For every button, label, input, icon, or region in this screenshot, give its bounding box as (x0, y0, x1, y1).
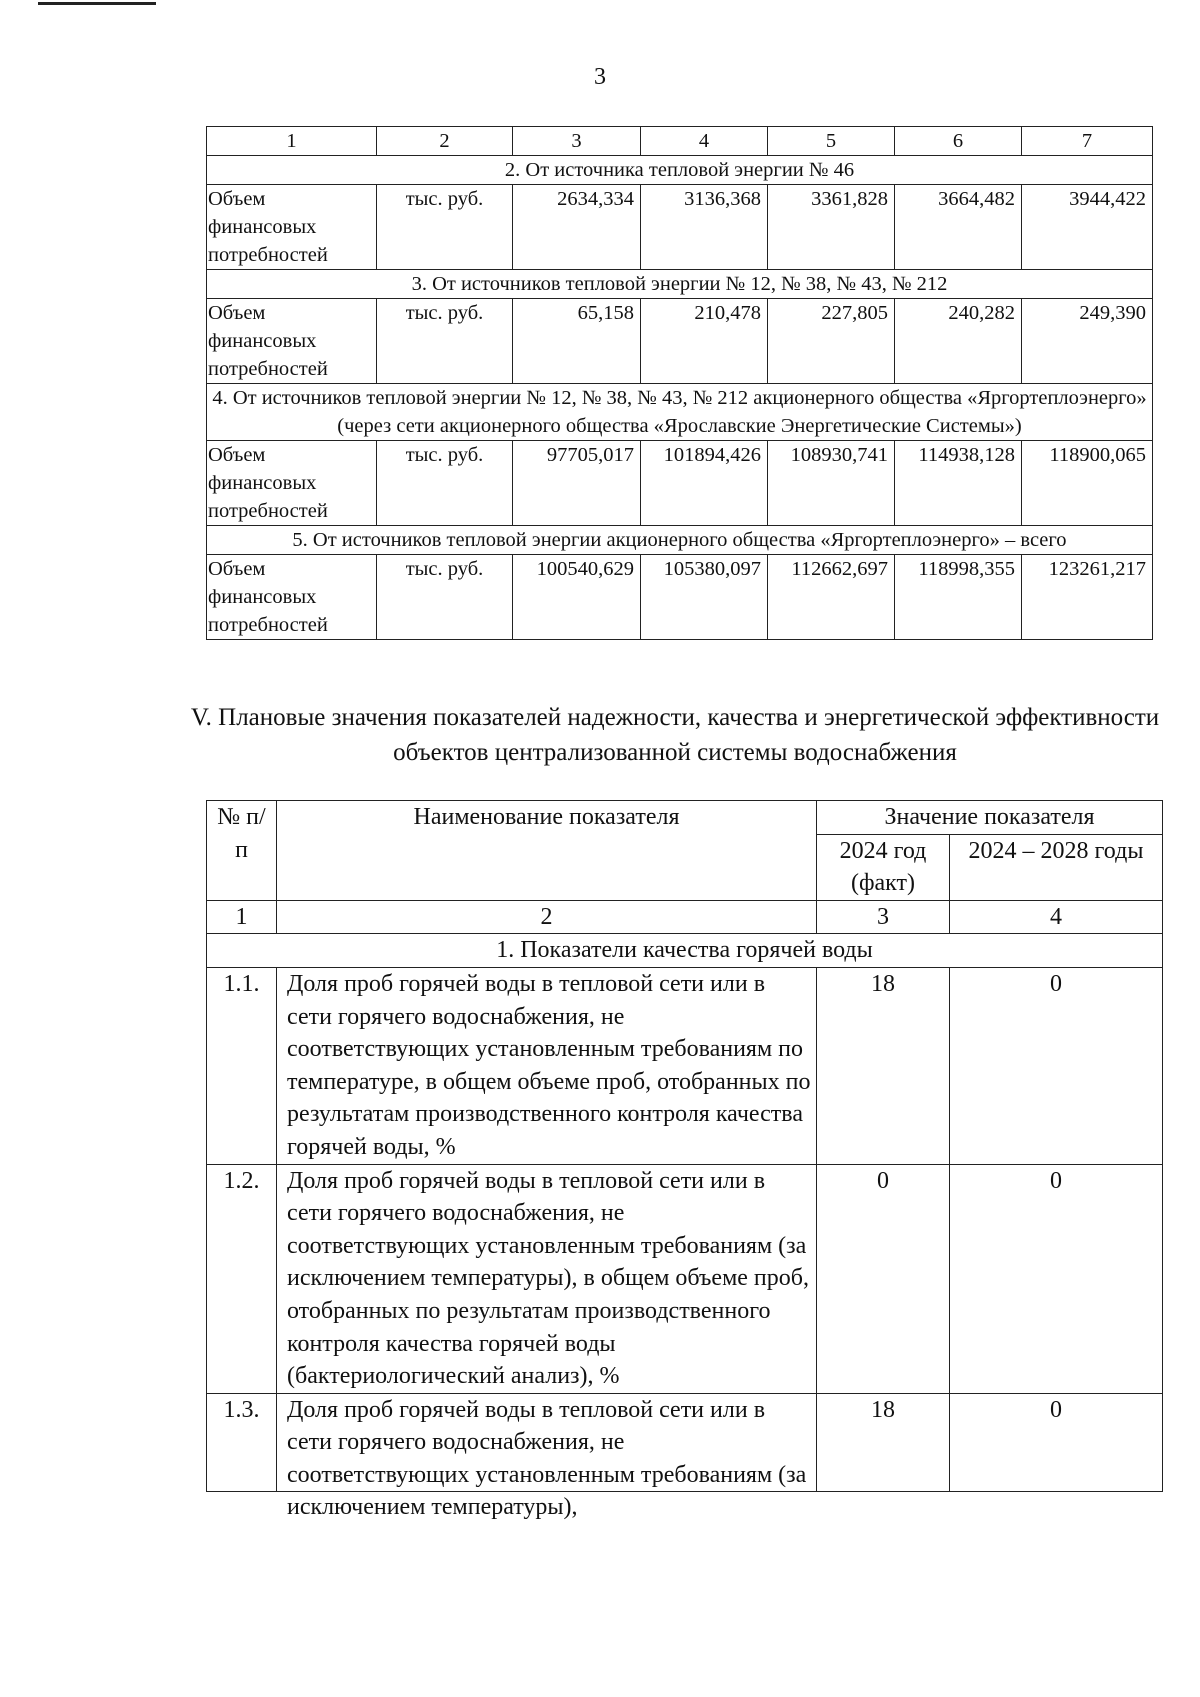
value-cell: 249,390 (1022, 299, 1153, 384)
value-cell: 118998,355 (895, 555, 1022, 640)
fact-value: 0 (817, 1164, 950, 1393)
unit-cell: тыс. руб. (377, 185, 513, 270)
plan-value: 0 (950, 1164, 1163, 1393)
unit-cell: тыс. руб. (377, 555, 513, 640)
col-number: 4 (641, 127, 768, 156)
table-row (207, 441, 1153, 526)
table-row (207, 555, 1153, 640)
column-number-row (207, 127, 1153, 156)
col-number: 6 (895, 127, 1022, 156)
section-title-row (207, 156, 1153, 185)
value-cell: 3136,368 (641, 185, 768, 270)
value-cell: 3664,482 (895, 185, 1022, 270)
col-number: 3 (817, 900, 950, 934)
col-number: 1 (207, 900, 277, 934)
row-label: Объем финансовых потребностей (207, 185, 377, 270)
header-plan: 2024 – 2028 годы (950, 834, 1163, 900)
header-name: Наименование показателя (277, 801, 817, 901)
row-number: 1.3. (207, 1393, 277, 1491)
value-cell: 227,805 (768, 299, 895, 384)
value-cell: 112662,697 (768, 555, 895, 640)
value-cell: 3944,422 (1022, 185, 1153, 270)
value-cell: 2634,334 (513, 185, 641, 270)
fact-value: 18 (817, 1393, 950, 1491)
section-title: 2. От источника тепловой энергии № 46 (207, 156, 1153, 185)
value-cell: 240,282 (895, 299, 1022, 384)
row-label: Объем финансовых потребностей (207, 299, 377, 384)
value-cell: 100540,629 (513, 555, 641, 640)
table-row (207, 299, 1153, 384)
value-cell: 101894,426 (641, 441, 768, 526)
indicators-table (206, 800, 1163, 1521)
table-row (207, 1164, 1163, 1393)
column-number-row (207, 900, 1163, 934)
col-number: 4 (950, 900, 1163, 934)
section-title: 3. От источников тепловой энергии № 12, № 38, № 43, № 212 (207, 270, 1153, 299)
table-row (207, 967, 1163, 1164)
header-fact: 2024 год (факт) (817, 834, 950, 900)
value-cell: 108930,741 (768, 441, 895, 526)
indicator-name: Доля проб горячей воды в тепловой сети или в сети горячего водоснабжения, не соответствующих установленным требованиям по температуре, в общем объеме проб, отобранных по результатам производственного контроля качества горячей воды, % (277, 967, 817, 1164)
row-label: Объем финансовых потребностей (207, 555, 377, 640)
fact-value: 18 (817, 967, 950, 1164)
value-cell: 123261,217 (1022, 555, 1153, 640)
header-row (207, 801, 1163, 835)
col-number: 2 (277, 900, 817, 934)
value-cell: 65,158 (513, 299, 641, 384)
unit-cell: тыс. руб. (377, 441, 513, 526)
plan-value: 0 (950, 967, 1163, 1164)
section-title-row (207, 270, 1153, 299)
value-cell: 210,478 (641, 299, 768, 384)
row-label: Объем финансовых потребностей (207, 441, 377, 526)
table-row (207, 185, 1153, 270)
header-value: Значение показателя (817, 801, 1163, 835)
header-num: № п/п (207, 801, 277, 901)
unit-cell: тыс. руб. (377, 299, 513, 384)
section-title-row (207, 384, 1153, 441)
col-number: 3 (513, 127, 641, 156)
page-number: 3 (594, 64, 606, 90)
indicator-name: Доля проб горячей воды в тепловой сети или в сети горячего водоснабжения, не соответствующих установленным требованиям (за исключением температуры), в общем объеме проб, отобранных по результатам производственного контроля качества горячей воды (бактериологический анализ), % (277, 1164, 817, 1393)
row-number: 1.2. (207, 1164, 277, 1393)
value-cell: 97705,017 (513, 441, 641, 526)
value-cell: 105380,097 (641, 555, 768, 640)
indicator-name (277, 1393, 817, 1521)
section-title: 5. От источников тепловой энергии акционерного общества «Яргортеплоэнерго» – всего (207, 526, 1153, 555)
indicator-name-text: Доля проб горячей воды в тепловой сети или в сети горячего водоснабжения, не соответствующих установленным требованиям (за исключением температуры), (287, 1396, 807, 1521)
col-number: 1 (207, 127, 377, 156)
section-title: 1. Показатели качества горячей воды (207, 934, 1163, 968)
section-title-row (207, 934, 1163, 968)
financial-needs-table (206, 126, 1153, 640)
value-cell: 114938,128 (895, 441, 1022, 526)
value-cell: 3361,828 (768, 185, 895, 270)
row-number: 1.1. (207, 967, 277, 1164)
section-title: 4. От источников тепловой энергии № 12, № 38, № 43, № 212 акционерного общества «Яргортеплоэнерго» (через сети акционерного общества «Ярославские Энергетические Системы») (207, 384, 1153, 441)
scan-edge-mark (38, 2, 156, 5)
section-heading: V. Плановые значения показателей надежности, качества и энергетической эффективности объектов централизованной системы водоснабжения (190, 704, 1160, 766)
col-number: 5 (768, 127, 895, 156)
section-title-row (207, 526, 1153, 555)
col-number: 7 (1022, 127, 1153, 156)
plan-value: 0 (950, 1393, 1163, 1491)
table-row (207, 1393, 1163, 1491)
col-number: 2 (377, 127, 513, 156)
value-cell: 118900,065 (1022, 441, 1153, 526)
